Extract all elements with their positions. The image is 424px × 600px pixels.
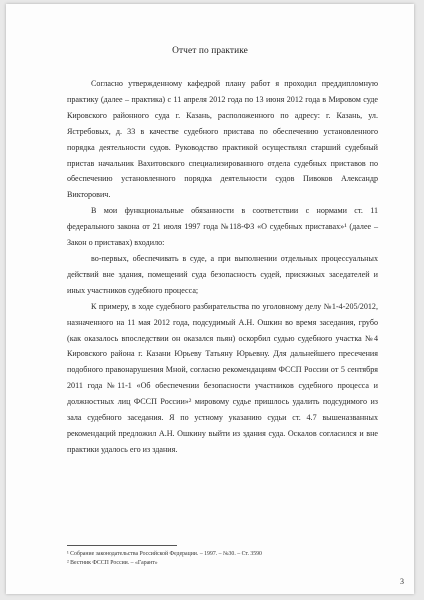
document-body [67,76,378,458]
document-title: Отчет по практике [172,46,248,56]
page-number: 3 [400,577,404,586]
paragraph: К примеру, в ходе судебного разбирательства по уголовному делу №1-4-205/2012, назначенного на 11 мая 2012 года, подсудимый А.Н. Ошкин во время заседания, грубо (как оказалось впоследствии он оказался пьян) оскорбил судью судебного участка №4 Кировского района г. Казани Юрьеву Татьяну Юрьевну. Для дальнейшего пресечения подобного правонарушения Мной, согласно рекомендациям ФССП России от 5 сентября 2011 года №11-1 «Об обеспечении безопасности участников судебного процесса и должностных лиц ФССП России»² мировому судье пришлось удалить подсудимого из зала судебного заседания. Я по устному указанию судьи ст. 4.7 вышеназванных рекомендаций предложил А.Н. Ошкину выйти из здания суда. Оскалов согласился и вне практики удалось его из здания. [67,301,378,454]
paragraph: В мои функциональные обязанности в соответствии с нормами ст. 11 федерального закона от 21 июля 1997 года №118-ФЗ «О судебных приставах»¹ (далее – Закон о приставах) входило: [67,206,378,248]
paragraph: Согласно утвержденному кафедрой плану работ я проходил преддипломную практику (далее – практика) с 11 апреля 2012 года по 13 июня 2012 года в Мировом суде Кировского районного суда г. Казань, расположенного по адресу: г. Казань, ул. Ястребовых, д. 33 в качестве судебного пристава по обеспечению установленного порядка деятельности судов. Руководство практикой осуществлял старший судебный пристав начальник Вахитовского специализированного отдела судебных приставов по обеспечению установленного порядка деятельности судов Пивоков Александр Викторович. [67,79,378,200]
footnotes [67,550,378,568]
document-page [6,4,414,594]
footnote-divider [67,545,177,546]
paragraph: во-первых, обеспечивать в суде, а при выполнении отдельных процессуальных действий вне здания, помещений суда безопасность судей, присяжных заседателей и иных участников судебного процесса; [67,253,378,295]
footnote: ¹ Собрание законодательства Российской Федерации. – 1997. – №30. – Ст. 3590 [67,551,262,557]
footnote: ² Вестник ФССП России. – «Гарант» [67,559,158,566]
